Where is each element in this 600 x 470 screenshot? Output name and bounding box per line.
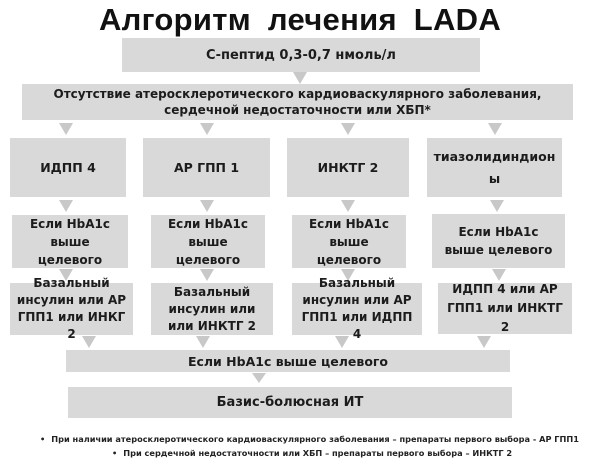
drug-label: тиазолидиндион ы xyxy=(433,148,556,186)
footnote-text: При наличии атеросклеротического кардиоваскулярного заболевания – препараты первого выбора - АР ГПП1 xyxy=(51,434,579,444)
drug-box-inktg2 xyxy=(287,138,409,197)
arrow-down-icon xyxy=(200,200,214,212)
next-step-box-col2 xyxy=(151,283,273,335)
check-label: Если HbA1c выше целевого xyxy=(444,225,553,257)
arrow-down-icon xyxy=(293,72,307,84)
final-therapy-box xyxy=(68,387,512,418)
arrow-down-icon xyxy=(335,336,349,348)
next-step-label: ИДПП 4 или АР ГПП1 или ИНКТГ 2 xyxy=(447,282,563,334)
check-box-col3 xyxy=(292,215,406,268)
next-step-box-col1 xyxy=(10,276,133,341)
next-step-label: Базальный инсулин или АР ГПП1 или ИДПП 4 xyxy=(301,276,413,341)
bottom-check-label: Если HbA1c выше целевого xyxy=(187,353,389,369)
condition-label: Отсутствие атеросклеротического кардиоваскулярного заболевания, сердечной недостаточности или ХБП* xyxy=(53,87,542,117)
final-therapy-label: Базис-болюсная ИТ xyxy=(216,395,364,410)
check-box-col1 xyxy=(12,215,128,268)
drug-label: ИНКТГ 2 xyxy=(317,160,379,175)
next-step-box-col4 xyxy=(438,283,572,334)
next-step-box-col3 xyxy=(292,276,422,341)
arrow-down-icon xyxy=(477,336,491,348)
page-title: Алгоритм лечения LADA xyxy=(98,2,502,37)
bullet-icon: • xyxy=(40,434,46,444)
check-label: Если HbA1c выше целевого xyxy=(167,216,249,267)
c-peptide-box xyxy=(122,38,480,72)
check-box-col2 xyxy=(151,215,265,268)
drug-label: АР ГПП 1 xyxy=(173,160,240,175)
drug-label: ИДПП 4 xyxy=(40,160,96,175)
arrow-down-icon xyxy=(59,200,73,212)
bottom-check-box xyxy=(66,350,510,372)
arrow-down-icon xyxy=(252,373,266,383)
next-step-label: Базальный инсулин или или ИНКТГ 2 xyxy=(167,284,257,333)
arrow-down-icon xyxy=(341,200,355,212)
arrow-down-icon xyxy=(200,123,214,135)
arrow-down-icon xyxy=(196,336,210,348)
condition-box xyxy=(22,84,573,120)
footnote-1 xyxy=(40,434,579,444)
check-label: Если HbA1c выше целевого xyxy=(29,216,111,267)
c-peptide-label: С-пептид 0,3-0,7 нмоль/л xyxy=(206,47,396,63)
footnote-text: При сердечной недостаточности или ХБП – препараты первого выбора – ИНКТГ 2 xyxy=(123,448,513,458)
arrow-down-icon xyxy=(341,123,355,135)
arrow-down-icon xyxy=(488,123,502,135)
drug-box-thiazolidinediones xyxy=(427,138,562,197)
bullet-icon: • xyxy=(112,448,118,458)
drug-box-idpp4 xyxy=(10,138,126,197)
arrow-down-icon xyxy=(82,336,96,348)
arrow-down-icon xyxy=(59,123,73,135)
next-step-label: Базальный инсулин или АР ГПП1 или ИНКГ 2 xyxy=(16,276,127,341)
arrow-down-icon xyxy=(490,200,504,212)
drug-box-ar-gpp1 xyxy=(143,138,270,197)
footnote-2 xyxy=(112,448,512,458)
check-box-col4 xyxy=(432,214,565,268)
check-label: Если HbA1c выше целевого xyxy=(308,216,390,267)
arrow-down-icon xyxy=(200,269,214,281)
